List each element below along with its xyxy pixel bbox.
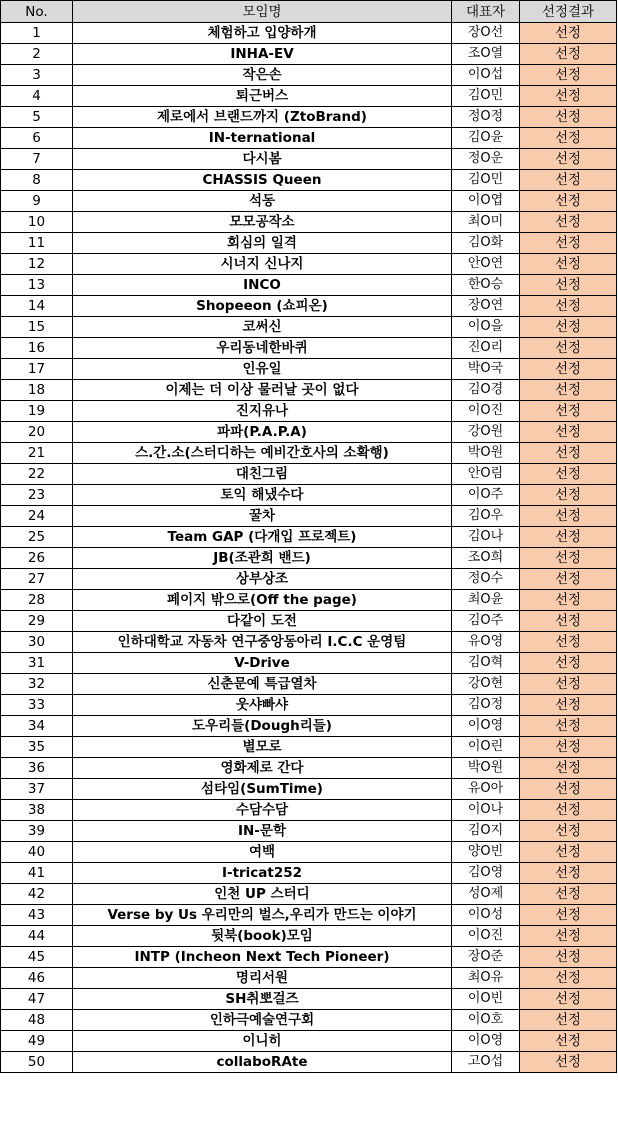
cell-no: 22: [1, 464, 73, 485]
cell-representative: 성O제: [452, 884, 520, 905]
cell-result: 선정: [520, 296, 617, 317]
cell-group-name: V-Drive: [73, 653, 452, 674]
cell-group-name: 파파(P.A.P.A): [73, 422, 452, 443]
cell-result: 선정: [520, 989, 617, 1010]
table-row: [1, 296, 617, 317]
cell-result: 선정: [520, 107, 617, 128]
cell-group-name: 페이지 밖으로(Off the page): [73, 590, 452, 611]
cell-group-name: 스.간.소(스터디하는 예비간호사의 소확행): [73, 443, 452, 464]
table-row: [1, 380, 617, 401]
cell-representative: 박O국: [452, 359, 520, 380]
cell-representative: 강O현: [452, 674, 520, 695]
cell-representative: 유O영: [452, 632, 520, 653]
cell-representative: 정O운: [452, 149, 520, 170]
cell-group-name: 별모로: [73, 737, 452, 758]
cell-no: 40: [1, 842, 73, 863]
cell-no: 4: [1, 86, 73, 107]
cell-result: 선정: [520, 737, 617, 758]
cell-representative: 김O정: [452, 695, 520, 716]
cell-no: 13: [1, 275, 73, 296]
table-row: [1, 527, 617, 548]
cell-group-name: IN-ternational: [73, 128, 452, 149]
table-row: [1, 737, 617, 758]
cell-representative: 강O원: [452, 422, 520, 443]
table-row: [1, 86, 617, 107]
cell-group-name: 작은손: [73, 65, 452, 86]
table-row: [1, 1052, 617, 1073]
cell-representative: 최O유: [452, 968, 520, 989]
cell-no: 41: [1, 863, 73, 884]
cell-result: 선정: [520, 212, 617, 233]
cell-representative: 안O연: [452, 254, 520, 275]
cell-no: 34: [1, 716, 73, 737]
cell-result: 선정: [520, 443, 617, 464]
cell-representative: 이O호: [452, 1010, 520, 1031]
table-row: [1, 422, 617, 443]
cell-representative: 이O섭: [452, 65, 520, 86]
cell-group-name: 모모공작소: [73, 212, 452, 233]
cell-representative: 안O림: [452, 464, 520, 485]
table-row: [1, 548, 617, 569]
cell-no: 23: [1, 485, 73, 506]
cell-no: 26: [1, 548, 73, 569]
table-row: [1, 191, 617, 212]
cell-group-name: 인천 UP 스터디: [73, 884, 452, 905]
cell-representative: 한O승: [452, 275, 520, 296]
cell-group-name: JB(조관희 밴드): [73, 548, 452, 569]
cell-representative: 유O아: [452, 779, 520, 800]
cell-result: 선정: [520, 128, 617, 149]
header-no: No.: [1, 1, 73, 23]
cell-representative: 박O원: [452, 758, 520, 779]
cell-result: 선정: [520, 716, 617, 737]
table-row: [1, 1031, 617, 1052]
cell-no: 43: [1, 905, 73, 926]
cell-representative: 김O윤: [452, 128, 520, 149]
cell-group-name: 영화제로 간다: [73, 758, 452, 779]
cell-result: 선정: [520, 149, 617, 170]
cell-no: 8: [1, 170, 73, 191]
cell-result: 선정: [520, 422, 617, 443]
cell-group-name: collaboRAte: [73, 1052, 452, 1073]
cell-no: 11: [1, 233, 73, 254]
cell-result: 선정: [520, 527, 617, 548]
table-row: [1, 695, 617, 716]
cell-representative: 이O진: [452, 401, 520, 422]
cell-representative: 김O지: [452, 821, 520, 842]
table-row: [1, 485, 617, 506]
cell-result: 선정: [520, 44, 617, 65]
cell-result: 선정: [520, 317, 617, 338]
table-row: [1, 947, 617, 968]
table-row: [1, 170, 617, 191]
cell-no: 6: [1, 128, 73, 149]
cell-result: 선정: [520, 653, 617, 674]
cell-group-name: 퇴근버스: [73, 86, 452, 107]
cell-result: 선정: [520, 758, 617, 779]
cell-no: 21: [1, 443, 73, 464]
cell-result: 선정: [520, 233, 617, 254]
table-body: [1, 23, 617, 1073]
cell-result: 선정: [520, 905, 617, 926]
cell-result: 선정: [520, 380, 617, 401]
table-row: [1, 632, 617, 653]
table-row: [1, 884, 617, 905]
cell-representative: 이O진: [452, 926, 520, 947]
cell-representative: 김O나: [452, 527, 520, 548]
cell-group-name: 시너지 신나지: [73, 254, 452, 275]
cell-result: 선정: [520, 65, 617, 86]
cell-representative: 최O미: [452, 212, 520, 233]
cell-no: 46: [1, 968, 73, 989]
table-row: [1, 233, 617, 254]
cell-group-name: 도우리들(Dough리들): [73, 716, 452, 737]
table-row: [1, 716, 617, 737]
cell-group-name: 석동: [73, 191, 452, 212]
cell-no: 17: [1, 359, 73, 380]
cell-result: 선정: [520, 170, 617, 191]
table-row: [1, 611, 617, 632]
cell-result: 선정: [520, 359, 617, 380]
table-row: [1, 674, 617, 695]
cell-representative: 이O주: [452, 485, 520, 506]
cell-representative: 정O정: [452, 107, 520, 128]
cell-group-name: 섬타임(SumTime): [73, 779, 452, 800]
cell-result: 선정: [520, 884, 617, 905]
cell-result: 선정: [520, 632, 617, 653]
cell-result: 선정: [520, 926, 617, 947]
table-row: [1, 653, 617, 674]
cell-no: 50: [1, 1052, 73, 1073]
table-row: [1, 590, 617, 611]
header-group-name: 모임명: [73, 1, 452, 23]
cell-group-name: 코써신: [73, 317, 452, 338]
cell-representative: 김O주: [452, 611, 520, 632]
cell-representative: 조O열: [452, 44, 520, 65]
cell-representative: 박O원: [452, 443, 520, 464]
table-row: [1, 44, 617, 65]
table-row: [1, 23, 617, 44]
cell-no: 32: [1, 674, 73, 695]
cell-no: 27: [1, 569, 73, 590]
cell-no: 42: [1, 884, 73, 905]
header-result: 선정결과: [520, 1, 617, 23]
table-row: [1, 905, 617, 926]
cell-group-name: 인유일: [73, 359, 452, 380]
table-row: [1, 128, 617, 149]
cell-no: 47: [1, 989, 73, 1010]
cell-result: 선정: [520, 464, 617, 485]
table-row: [1, 569, 617, 590]
table-row: [1, 1010, 617, 1031]
cell-result: 선정: [520, 821, 617, 842]
cell-representative: 이O을: [452, 317, 520, 338]
cell-no: 18: [1, 380, 73, 401]
table-row: [1, 65, 617, 86]
table-row: [1, 107, 617, 128]
cell-representative: 장O선: [452, 23, 520, 44]
cell-representative: 이O영: [452, 1031, 520, 1052]
cell-representative: 이O빈: [452, 989, 520, 1010]
cell-no: 31: [1, 653, 73, 674]
cell-no: 37: [1, 779, 73, 800]
table-row: [1, 968, 617, 989]
cell-representative: 정O수: [452, 569, 520, 590]
cell-representative: 김O민: [452, 170, 520, 191]
cell-representative: 이O성: [452, 905, 520, 926]
cell-no: 33: [1, 695, 73, 716]
cell-result: 선정: [520, 947, 617, 968]
table-row: [1, 443, 617, 464]
cell-result: 선정: [520, 800, 617, 821]
table-header: [1, 1, 617, 23]
cell-representative: 김O민: [452, 86, 520, 107]
cell-group-name: 인하대학교 자동차 연구중앙동아리 I.C.C 운영팀: [73, 632, 452, 653]
cell-result: 선정: [520, 863, 617, 884]
cell-group-name: 진지유나: [73, 401, 452, 422]
cell-no: 48: [1, 1010, 73, 1031]
table-row: [1, 149, 617, 170]
cell-representative: 김O우: [452, 506, 520, 527]
cell-result: 선정: [520, 779, 617, 800]
cell-group-name: 제로에서 브랜드까지 (ZtoBrand): [73, 107, 452, 128]
header-representative: 대표자: [452, 1, 520, 23]
cell-no: 15: [1, 317, 73, 338]
cell-representative: 이O나: [452, 800, 520, 821]
cell-no: 7: [1, 149, 73, 170]
cell-result: 선정: [520, 695, 617, 716]
cell-result: 선정: [520, 191, 617, 212]
cell-group-name: INTP (Incheon Next Tech Pioneer): [73, 947, 452, 968]
cell-no: 30: [1, 632, 73, 653]
cell-representative: 이O영: [452, 716, 520, 737]
cell-no: 24: [1, 506, 73, 527]
cell-group-name: 웃샤빠샤: [73, 695, 452, 716]
cell-group-name: 수담수담: [73, 800, 452, 821]
cell-group-name: 체험하고 입양하개: [73, 23, 452, 44]
cell-representative: 최O윤: [452, 590, 520, 611]
cell-no: 3: [1, 65, 73, 86]
cell-no: 29: [1, 611, 73, 632]
cell-group-name: 인하극예술연구회: [73, 1010, 452, 1031]
cell-result: 선정: [520, 590, 617, 611]
cell-result: 선정: [520, 23, 617, 44]
cell-result: 선정: [520, 674, 617, 695]
cell-group-name: IN-문학: [73, 821, 452, 842]
cell-result: 선정: [520, 254, 617, 275]
table-row: [1, 359, 617, 380]
cell-no: 19: [1, 401, 73, 422]
cell-group-name: 뒷북(book)모임: [73, 926, 452, 947]
cell-result: 선정: [520, 401, 617, 422]
cell-result: 선정: [520, 485, 617, 506]
cell-group-name: 명리서원: [73, 968, 452, 989]
cell-group-name: 상부상조: [73, 569, 452, 590]
table-row: [1, 758, 617, 779]
cell-result: 선정: [520, 338, 617, 359]
cell-representative: 장O연: [452, 296, 520, 317]
table-row: [1, 317, 617, 338]
cell-no: 12: [1, 254, 73, 275]
cell-representative: 진O리: [452, 338, 520, 359]
cell-group-name: 이제는 더 이상 물러날 곳이 없다: [73, 380, 452, 401]
table-row: [1, 989, 617, 1010]
cell-no: 2: [1, 44, 73, 65]
cell-no: 10: [1, 212, 73, 233]
table-row: [1, 506, 617, 527]
cell-representative: 양O빈: [452, 842, 520, 863]
cell-representative: 이O엽: [452, 191, 520, 212]
cell-group-name: INHA-EV: [73, 44, 452, 65]
cell-result: 선정: [520, 968, 617, 989]
cell-representative: 김O영: [452, 863, 520, 884]
cell-no: 44: [1, 926, 73, 947]
cell-group-name: 이니히: [73, 1031, 452, 1052]
cell-representative: 조O희: [452, 548, 520, 569]
cell-group-name: 토익 해냈수다: [73, 485, 452, 506]
cell-group-name: 우리동네한바퀴: [73, 338, 452, 359]
cell-result: 선정: [520, 1010, 617, 1031]
cell-group-name: 다시봄: [73, 149, 452, 170]
cell-group-name: 꿀차: [73, 506, 452, 527]
cell-group-name: CHASSIS Queen: [73, 170, 452, 191]
cell-result: 선정: [520, 1031, 617, 1052]
cell-result: 선정: [520, 548, 617, 569]
cell-no: 25: [1, 527, 73, 548]
cell-no: 9: [1, 191, 73, 212]
table-row: [1, 254, 617, 275]
table-row: [1, 338, 617, 359]
cell-result: 선정: [520, 611, 617, 632]
cell-result: 선정: [520, 569, 617, 590]
cell-no: 35: [1, 737, 73, 758]
cell-group-name: SH취뽀걸즈: [73, 989, 452, 1010]
cell-no: 36: [1, 758, 73, 779]
cell-result: 선정: [520, 86, 617, 107]
cell-representative: 이O린: [452, 737, 520, 758]
cell-no: 39: [1, 821, 73, 842]
cell-no: 16: [1, 338, 73, 359]
cell-group-name: Team GAP (다개입 프로젝트): [73, 527, 452, 548]
cell-representative: 김O경: [452, 380, 520, 401]
table-row: [1, 842, 617, 863]
table-row: [1, 926, 617, 947]
cell-representative: 김O화: [452, 233, 520, 254]
cell-no: 45: [1, 947, 73, 968]
cell-no: 5: [1, 107, 73, 128]
cell-representative: 장O준: [452, 947, 520, 968]
cell-no: 20: [1, 422, 73, 443]
cell-group-name: 대친그림: [73, 464, 452, 485]
cell-group-name: 여백: [73, 842, 452, 863]
table-row: [1, 863, 617, 884]
header-row: [1, 1, 617, 23]
table-row: [1, 821, 617, 842]
cell-no: 49: [1, 1031, 73, 1052]
cell-result: 선정: [520, 275, 617, 296]
cell-result: 선정: [520, 1052, 617, 1073]
cell-no: 38: [1, 800, 73, 821]
table-row: [1, 401, 617, 422]
cell-no: 1: [1, 23, 73, 44]
table-row: [1, 800, 617, 821]
cell-no: 14: [1, 296, 73, 317]
cell-result: 선정: [520, 506, 617, 527]
cell-group-name: Verse by Us 우리만의 벌스,우리가 만드는 이야기: [73, 905, 452, 926]
cell-representative: 고O섭: [452, 1052, 520, 1073]
cell-result: 선정: [520, 842, 617, 863]
cell-group-name: I-tricat252: [73, 863, 452, 884]
table-row: [1, 464, 617, 485]
cell-group-name: 회심의 일격: [73, 233, 452, 254]
table-row: [1, 275, 617, 296]
cell-no: 28: [1, 590, 73, 611]
table-row: [1, 212, 617, 233]
cell-group-name: 신춘문예 특급열차: [73, 674, 452, 695]
cell-group-name: 다같이 도전: [73, 611, 452, 632]
table-row: [1, 779, 617, 800]
cell-representative: 김O혁: [452, 653, 520, 674]
cell-group-name: Shopeeon (쇼피온): [73, 296, 452, 317]
cell-group-name: INCO: [73, 275, 452, 296]
